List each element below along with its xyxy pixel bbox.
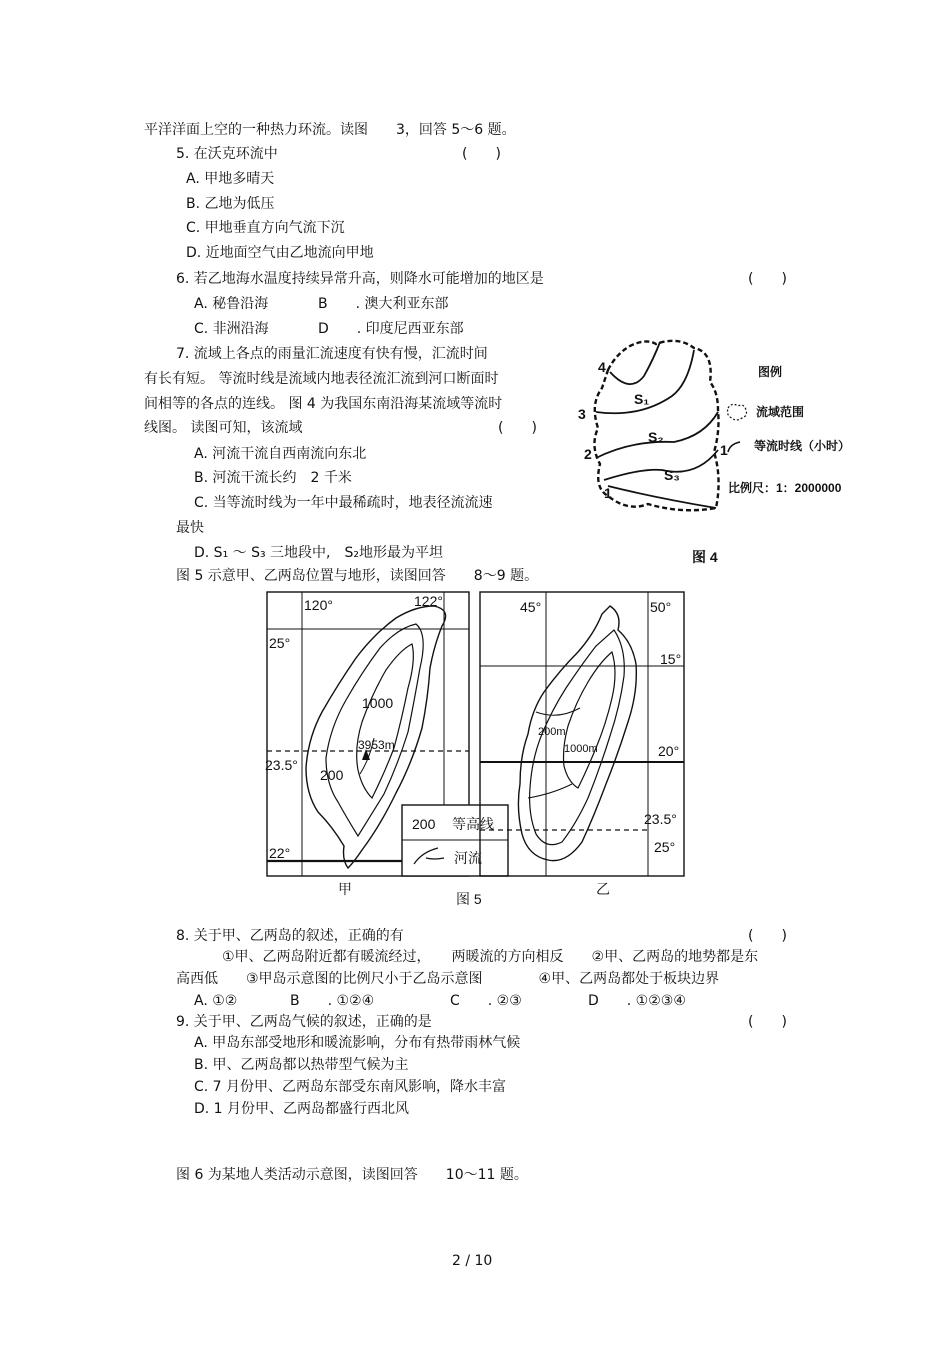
q7-option-a: A. 河流干流自西南流向东北	[194, 446, 367, 462]
q7-line3: 间相等的各点的连线。 图 4 为我国东南沿海某流域等流时	[144, 396, 503, 412]
figure-4-basin-map	[568, 332, 850, 572]
jia-label: 甲	[338, 881, 352, 897]
yi-lat-23-5: 23.5°	[644, 811, 677, 827]
q7-option-c: C. 当等流时线为一年中最稀疏时，地表径流流速	[194, 495, 493, 511]
fig6-intro: 图 6 为某地人类活动示意图，读图回答 10～11 题。	[176, 1167, 528, 1183]
yi-lat-15: 15°	[660, 651, 682, 667]
yi-label: 乙	[596, 881, 610, 897]
q5-option-b: B. 乙地为低压	[186, 196, 275, 212]
label-s3: S₃	[664, 467, 680, 483]
jia-contour-1000-label: 1000	[362, 695, 394, 711]
figure-5-caption: 图 5	[456, 891, 482, 907]
yi-lat-20: 20°	[658, 743, 680, 759]
jia-contour-200-label: 200	[320, 767, 344, 783]
q8-statement-line2: 高西低 ③甲岛示意图的比例尺小于乙岛示意图 ④甲、乙两岛都处于板块边界	[176, 971, 720, 987]
island-jia-contour-200	[326, 624, 423, 836]
jia-lat-25: 25°	[269, 635, 291, 651]
q7-option-d: D. S₁ ～ S₃ 三地段中, S₂地形最为平坦	[194, 545, 443, 561]
q7-option-b: B. 河流干流长约 2 千米	[194, 470, 352, 486]
q9-option-b: B. 甲、乙两岛都以热带型气候为主	[194, 1057, 409, 1073]
label-1-bottom: 1	[604, 485, 612, 501]
jia-lon-120: 120°	[304, 597, 333, 613]
legend-contour-value: 200	[412, 816, 436, 832]
q6-option-d: D . 印度尼西亚东部	[318, 321, 464, 337]
label-s1: S₁	[634, 391, 650, 407]
legend-basin: 流域范围	[756, 405, 805, 419]
q9-option-a: A. 甲岛东部受地形和暖流影响，分布有热带雨林气候	[194, 1035, 521, 1051]
island-yi-panel	[480, 592, 684, 897]
jia-lat-22: 22°	[269, 845, 291, 861]
q8-stem: 8. 关于甲、乙两岛的叙述，正确的有	[176, 928, 404, 944]
q7-option-c-cont: 最快	[176, 520, 204, 536]
label-s2: S₂	[648, 429, 664, 445]
q6-option-b: B . 澳大利亚东部	[318, 296, 449, 312]
jia-lon-122: 122°	[414, 593, 443, 609]
q5-option-c: C. 甲地垂直方向气流下沉	[186, 220, 345, 236]
figure-4-caption: 图 4	[692, 549, 718, 565]
legend-river-label: 河流	[454, 850, 482, 866]
q7-answer-paren: ( )	[498, 420, 537, 436]
yi-lon-50: 50°	[650, 599, 672, 615]
q9-answer-paren: ( )	[748, 1014, 787, 1030]
legend-contour-label: 等高线	[452, 816, 494, 832]
legend-isochrone-symbol	[728, 442, 740, 452]
legend-isochrone: 等流时线（小时）	[754, 439, 850, 453]
yi-contour-200-label: 200m	[538, 726, 566, 738]
q5-option-d: D. 近地面空气由乙地流向甲地	[186, 245, 374, 261]
island-yi-contour-1000	[564, 652, 616, 788]
island-jia-panel	[265, 592, 508, 897]
label-2: 2	[584, 446, 592, 462]
q8-option-a: A. ①②	[194, 993, 238, 1009]
q8-answer-paren: ( )	[748, 928, 787, 944]
q8-option-b: B . ①②④	[290, 993, 375, 1009]
q7-line4: 线图。 读图可知，该流域	[144, 420, 303, 436]
figure-5-islands-map	[262, 588, 690, 910]
intro-line: 平洋洋面上空的一种热力环流。读图 3，回答 5～6 题。	[144, 122, 516, 138]
q6-answer-paren: ( )	[748, 271, 787, 287]
q6-stem: 6. 若乙地海水温度持续异常升高，则降水可能增加的地区是	[176, 271, 544, 287]
yi-lat-25: 25°	[654, 839, 676, 855]
label-1-right: 1	[720, 442, 728, 458]
label-4: 4	[598, 359, 606, 375]
yi-contour-1000-label: 1000m	[564, 743, 598, 755]
q8-option-c: C . ②③	[450, 993, 522, 1009]
q5-stem: 5. 在沃克环流中	[176, 146, 278, 162]
fig5-intro: 图 5 示意甲、乙两岛位置与地形，读图回答 8～9 题。	[176, 568, 539, 584]
q7-line1: 7. 流域上各点的雨量汇流速度有快有慢，汇流时间	[176, 346, 488, 362]
q5-option-a: A. 甲地多晴天	[186, 171, 275, 187]
q9-stem: 9. 关于甲、乙两岛气候的叙述，正确的是	[176, 1014, 432, 1030]
basin-boundary	[594, 341, 718, 510]
label-3: 3	[578, 406, 586, 422]
isochrone-4	[610, 342, 660, 384]
legend-basin-symbol	[728, 404, 747, 420]
q9-option-c: C. 7 月份甲、乙两岛东部受东南风影响，降水丰富	[194, 1079, 507, 1095]
jia-peak-label: 3953m	[358, 738, 395, 752]
q6-option-a: A. 秘鲁沿海	[194, 296, 269, 312]
page-number: 2 / 10	[452, 1253, 493, 1269]
q6-option-c: C. 非洲沿海	[194, 321, 269, 337]
jia-lat-23-5: 23.5°	[265, 757, 298, 773]
yi-lon-45: 45°	[520, 599, 542, 615]
legend-title: 图例	[758, 365, 783, 379]
q8-option-d: D . ①②③④	[588, 993, 686, 1009]
isochrone-1	[604, 450, 718, 480]
legend-scale: 比例尺：1：2000000	[728, 481, 842, 495]
q9-option-d: D. 1 月份甲、乙两岛都盛行西北风	[194, 1101, 410, 1117]
island-yi-outline	[518, 606, 636, 861]
q7-line2: 有长有短。 等流时线是流域内地表径流汇流到河口断面时	[144, 371, 499, 387]
q5-answer-paren: ( )	[462, 146, 501, 162]
q8-statement-line1: ①甲、乙两岛附近都有暖流经过， 两暖流的方向相反 ②甲、乙两岛的地势都是东	[222, 949, 759, 965]
